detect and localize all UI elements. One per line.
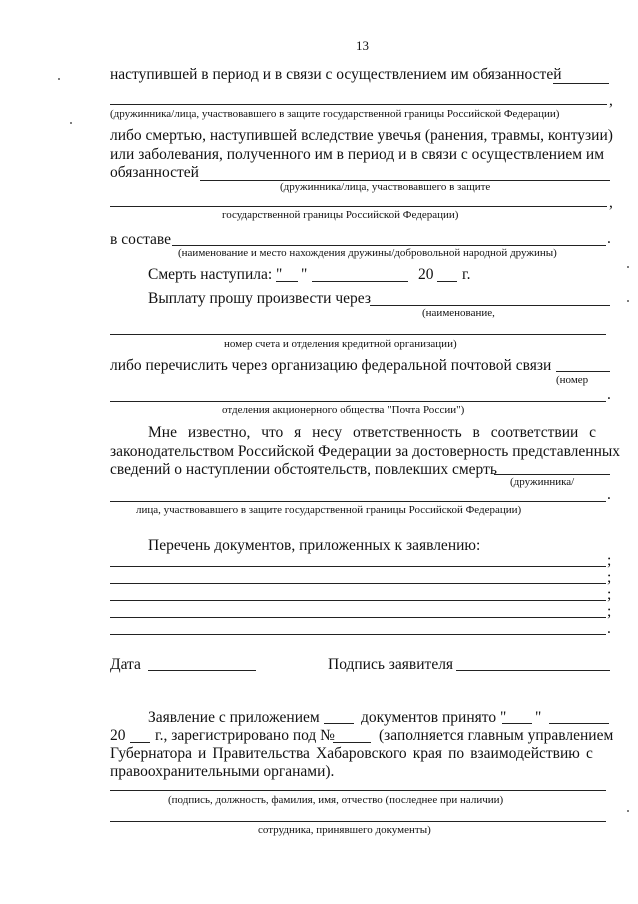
scan-speck: [627, 266, 629, 268]
semicolon: ;: [607, 552, 612, 569]
caption: (наименование и место нахождения дружины/добровольной народной дружины): [178, 247, 557, 259]
caption: (дружинника/лица, участвовавшего в защите: [280, 181, 491, 193]
caption: (подпись, должность, фамилия, имя, отчество (последнее при наличии): [168, 794, 504, 806]
text-line: (заполняется главным управлением: [379, 727, 614, 744]
text-line: Смерть наступила: ": [148, 266, 283, 283]
text-line: либо смертью, наступившей вследствие увечья (ранения, травмы, контузии): [110, 127, 613, 144]
scan-speck: [627, 300, 629, 302]
blank-field[interactable]: [110, 206, 607, 207]
text-line: или заболевания, полученного им в период и в связи с осуществлением им: [110, 146, 605, 163]
caption: (дружинника/: [510, 476, 575, 488]
quote: ": [535, 709, 542, 726]
document-line-1[interactable]: [110, 566, 606, 567]
document-line-5[interactable]: [110, 634, 606, 635]
blank-field[interactable]: [553, 83, 609, 84]
blank-field[interactable]: [172, 245, 606, 246]
text-line: законодательством Российской Федерации за достоверность представленных: [110, 443, 621, 460]
date-field[interactable]: [148, 670, 256, 671]
caption: государственной границы Российской Федерации): [222, 209, 459, 221]
caption: отделения акционерного общества "Почта России"): [222, 404, 465, 416]
scan-speck: [58, 78, 60, 80]
period: .: [607, 386, 611, 403]
document-line-2[interactable]: [110, 583, 606, 584]
year-field[interactable]: [437, 281, 457, 282]
scan-speck: [70, 122, 72, 124]
blank-field[interactable]: [556, 371, 610, 372]
comma: ,: [609, 92, 613, 109]
period: .: [607, 486, 611, 503]
text-line: Выплату прошу произвести через: [148, 290, 371, 307]
year-prefix: 20: [110, 727, 126, 744]
month-field[interactable]: [312, 281, 408, 282]
scan-speck: [627, 810, 629, 812]
signature-field[interactable]: [456, 670, 610, 671]
section-title: Перечень документов, приложенных к заявлению:: [148, 537, 481, 554]
document-line-4[interactable]: [110, 617, 606, 618]
text-line: обязанностей: [110, 164, 199, 181]
blank-field[interactable]: [110, 401, 606, 402]
day-field[interactable]: [276, 281, 298, 282]
text-line: наступившей в период и в связи с осуществлением им обязанностей: [110, 66, 562, 83]
caption: сотрудника, принявшего документы): [258, 824, 431, 836]
period: .: [607, 620, 611, 637]
doc-count-field[interactable]: [324, 723, 354, 724]
text-line: сведений о наступлении обстоятельств, повлекших смерть: [110, 461, 497, 478]
caption: номер счета и отделения кредитной организации): [224, 338, 457, 350]
year-field[interactable]: [130, 742, 150, 743]
quote: ": [301, 266, 308, 283]
semicolon: ;: [607, 569, 612, 586]
text-line: г., зарегистрировано под №: [155, 727, 335, 744]
text-line: Губернатора и Правительства Хабаровского края по взаимодействию с: [110, 745, 593, 762]
reg-number-field[interactable]: [333, 742, 371, 743]
year-prefix: 20: [418, 266, 434, 283]
caption: (номер: [556, 374, 589, 386]
date-label: Дата: [110, 656, 141, 673]
period: .: [607, 230, 611, 247]
blank-field[interactable]: [494, 474, 610, 475]
day-field[interactable]: [502, 723, 532, 724]
text-line: Мне известно, что я несу ответственность в соответствии с: [148, 424, 597, 441]
month-field[interactable]: [549, 723, 609, 724]
text-line: либо перечислить через организацию федеральной почтовой связи: [110, 357, 552, 374]
caption: (наименование,: [422, 307, 495, 319]
blank-field[interactable]: [110, 821, 606, 822]
comma: ,: [609, 194, 613, 211]
semicolon: ;: [607, 603, 612, 620]
text-line: документов принято ": [361, 709, 507, 726]
blank-field[interactable]: [110, 334, 606, 335]
document-line-3[interactable]: [110, 600, 606, 601]
signature-label: Подпись заявителя: [328, 656, 454, 673]
semicolon: ;: [607, 586, 612, 603]
text-line: Заявление с приложением: [148, 709, 320, 726]
year-suffix: г.: [462, 266, 471, 283]
page-number: 13: [356, 38, 369, 53]
blank-field[interactable]: [110, 501, 606, 502]
caption: (дружинника/лица, участвовавшего в защите государственной границы Российской Федерации): [110, 108, 560, 120]
caption: лица, участвовавшего в защите государственной границы Российской Федерации): [136, 504, 522, 516]
blank-field[interactable]: [110, 104, 607, 105]
blank-field[interactable]: [370, 305, 610, 306]
text-line: в составе: [110, 231, 172, 248]
blank-field[interactable]: [110, 790, 606, 791]
text-line: правоохранительными органами).: [110, 763, 335, 780]
